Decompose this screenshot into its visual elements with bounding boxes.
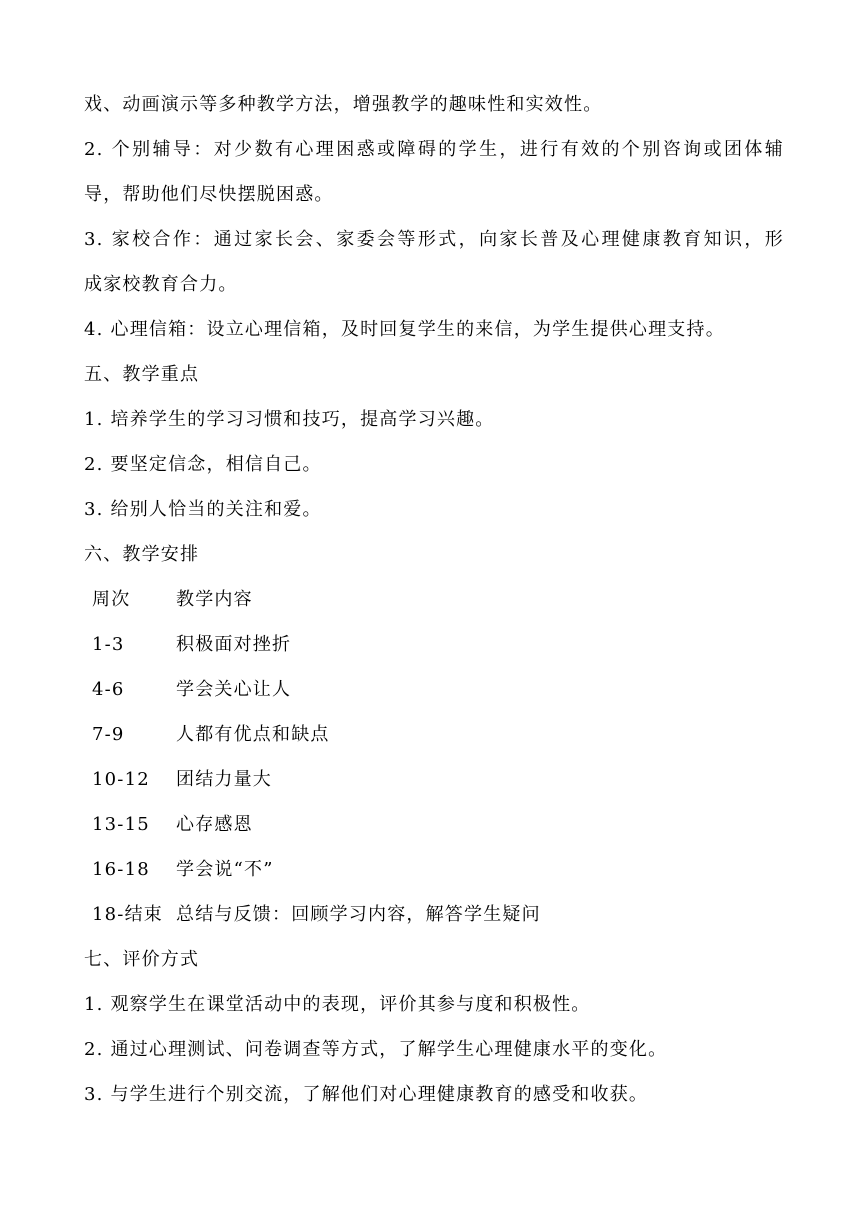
- content-cell: 学会说“不”: [176, 859, 274, 880]
- week-cell: 7-9: [92, 724, 125, 745]
- section-heading: 六、教学安排: [84, 544, 200, 565]
- schedule-row: [84, 757, 784, 802]
- week-cell: 4-6: [92, 679, 125, 700]
- schedule-table: [84, 577, 784, 937]
- content-cell: 团结力量大: [176, 769, 272, 790]
- content-header: 教学内容: [176, 589, 253, 610]
- list-item: 1. 观察学生在课堂活动中的表现，评价其参与度和积极性。: [84, 994, 591, 1015]
- week-cell: 1-3: [92, 634, 125, 655]
- schedule-row: [84, 712, 784, 757]
- list-item: 2. 要坚定信念，相信自己。: [84, 454, 322, 475]
- schedule-row: [84, 667, 784, 712]
- schedule-header-row: [84, 577, 784, 622]
- content-cell: 总结与反馈：回顾学习内容，解答学生疑问: [176, 904, 541, 925]
- schedule-row: [84, 892, 784, 937]
- paragraph-line: 成家校教育合力。: [84, 274, 238, 295]
- week-cell: 10-12: [92, 769, 150, 790]
- schedule-row: [84, 622, 784, 667]
- week-cell: 16-18: [92, 859, 150, 880]
- content-cell: 人都有优点和缺点: [176, 724, 330, 745]
- schedule-row: [84, 847, 784, 892]
- list-item: 3. 给别人恰当的关注和爱。: [84, 499, 322, 520]
- list-item: 2. 通过心理测试、问卷调查等方式，了解学生心理健康水平的变化。: [84, 1039, 668, 1060]
- section-heading: 五、教学重点: [84, 364, 200, 385]
- content-cell: 学会关心让人: [176, 679, 292, 700]
- list-item: 3. 与学生进行个别交流，了解他们对心理健康教育的感受和收获。: [84, 1084, 649, 1105]
- content-cell: 心存感恩: [176, 814, 253, 835]
- week-cell: 13-15: [92, 814, 150, 835]
- paragraph-line: 导，帮助他们尽快摆脱困惑。: [84, 184, 334, 205]
- document-page: [84, 82, 784, 1117]
- schedule-row: [84, 802, 784, 847]
- week-cell: 18-结束: [92, 904, 163, 925]
- list-item: 1. 培养学生的学习习惯和技巧，提高学习兴趣。: [84, 409, 495, 430]
- paragraph-line: 4. 心理信箱：设立心理信箱，及时回复学生的来信，为学生提供心理支持。: [84, 319, 725, 340]
- section-heading: 七、评价方式: [84, 949, 200, 970]
- content-cell: 积极面对挫折: [176, 634, 292, 655]
- paragraph-line: 3. 家校合作：通过家长会、家委会等形式，向家长普及心理健康教育知识，形: [84, 229, 784, 250]
- paragraph-line: 戏、动画演示等多种教学方法，增强教学的趣味性和实效性。: [84, 94, 603, 115]
- paragraph-line: 2. 个别辅导：对少数有心理困惑或障碍的学生，进行有效的个别咨询或团体辅: [84, 139, 784, 160]
- week-header: 周次: [92, 589, 131, 610]
